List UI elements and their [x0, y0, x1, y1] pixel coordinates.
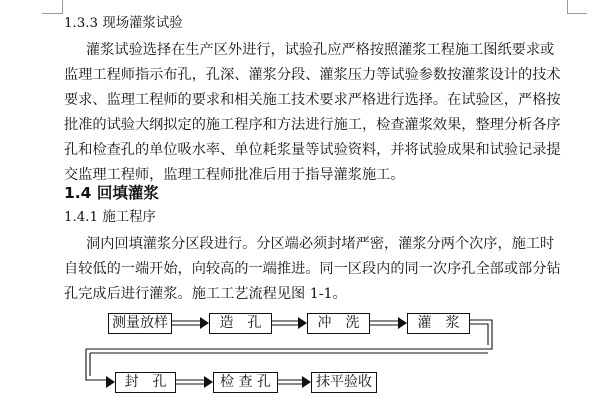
arrow-inspection-to-acceptance	[278, 376, 311, 388]
flow-box-flushing: 冲 洗	[307, 313, 370, 334]
flow-box-acceptance: 抹平验收	[311, 372, 377, 393]
crop-mark-top-left-vertical	[62, 0, 63, 14]
flow-box-grouting: 灌 浆	[407, 313, 470, 334]
arrow-flushing-to-grouting	[370, 317, 407, 329]
flow-box-sealing: 封 孔	[115, 372, 176, 393]
paragraph-line: 孔完成后进行灌浆。施工工艺流程见图 1-1。	[64, 286, 347, 302]
paragraph-line: 要求、监理工程师的要求和相关施工技术要求严格进行选择。在试验区，严格按	[64, 92, 561, 108]
paragraph-line: 灌浆试验选择在生产区外进行，试验孔应严格按照灌浆工程施工图纸要求或	[86, 42, 555, 58]
flow-box-inspection: 检 查 孔	[213, 372, 278, 393]
section-1-4-heading: 1.4 回填灌浆	[64, 184, 159, 202]
section-1-3-3-heading: 1.3.3 现场灌浆试验	[64, 16, 183, 31]
paragraph-line: 交监理工程师，监理工程师批准后用于指导灌浆施工。	[64, 167, 405, 183]
arrow-drilling-to-flushing	[272, 317, 307, 329]
paragraph-line: 孔和检查孔的单位吸水率、单位耗浆量等试验资料，并将试验成果和试验记录提	[64, 142, 561, 158]
flow-box-survey: 测量放样	[108, 313, 172, 334]
paragraph-line: 监理工程师指示布孔，孔深、灌浆分段、灌浆压力等试验参数按灌浆设计的技术	[64, 67, 561, 83]
paragraph-line: 批准的试验大纲拟定的施工程序和方法进行施工，检查灌浆效果，整理分析各序	[64, 117, 561, 133]
crop-mark-top-right-horizontal	[567, 13, 587, 14]
paragraph-line: 洞内回填灌浆分区段进行。分区端必须封堵严密，灌浆分两个次序，施工时	[86, 236, 555, 252]
section-1-4-1-heading: 1.4.1 施工程序	[64, 210, 156, 225]
crop-mark-top-right-vertical	[567, 0, 568, 14]
arrow-sealing-to-inspection	[176, 376, 213, 388]
crop-mark-top-left-horizontal	[42, 13, 62, 14]
arrow-survey-to-drilling	[172, 317, 209, 329]
flow-box-drilling: 造 孔	[209, 313, 272, 334]
paragraph-line: 自较低的一端开始，向较高的一端推进。同一区段内的同一次序孔全部或部分钻	[64, 261, 561, 277]
